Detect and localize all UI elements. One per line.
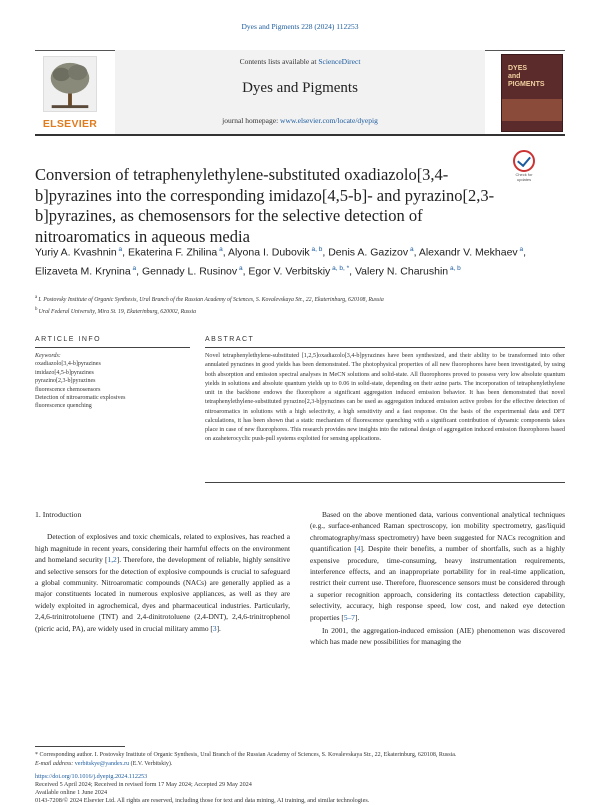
author-name[interactable]: Denis A. Gazizov [328,246,409,259]
cover-title [508,65,558,89]
keyword-item: fluorescence quenching [35,403,92,410]
author-name[interactable]: Alexandr V. Mekhaev [418,246,518,259]
received-dates: Received 5 April 2024; Received in revised form 17 May 2024; Accepted 29 May 2024 [35,781,252,788]
author-affiliation-mark[interactable]: a, b, * [330,265,350,272]
body-paragraph: Detection of explosives and toxic chemicals, related to explosives, has reached a high magnitude in recent years, considering their harmful effects on the environment and homeland security [1,2]. Therefore, the development of reliable, highly sensitive and selective sensors for the detection of explosive compounds is crucial to safeguard a global community. Nitroaromatic compounds (NACs) are generally applied as a major constituents located in numerous explosive appliances, as well as they are widely exploited in agrochemical, dyes and pharmaceutical industries. Particularly, 2,4,6-trinitrotoluene (TNT) and 2,4-dinitrotoluene (2,4-DNT), 2,4,6-trinitrophenol (picric acid, PA), are widely used in crucial military ammo [3]. [35,532,290,633]
body-paragraph: In 2001, the aggregation-induced emission (AIE) phenomenon was discovered which has made new possibilities for managing the [310,626,565,647]
doi-link[interactable]: https://doi.org/10.1016/j.dyepig.2024.112253 [35,773,148,780]
header-bottom-rule [35,134,565,136]
keyword-item: pyrazino[2,3-b]pyrazines [35,378,96,385]
homepage-prefix: journal homepage: [222,116,281,125]
author-name[interactable]: Egor V. Verbitskiy [248,265,331,278]
left-paragraphs [35,531,290,634]
author-affiliation-mark[interactable]: a [116,246,123,253]
check-updates-label: Check for updates [515,172,533,182]
left-column [35,509,290,634]
copyright-line: 0143-7208/© 2024 Elsevier Ltd. All rights are reserved, including those for text and data mining, AI training, and similar technologies. [35,797,370,804]
affiliation-text: I. Postovsky Institute of Organic Synthesis, Ural Branch of the Russian Academy of Sciences, S. Kovalevskaya Str., 22, Ekaterinburg, 620108, Russia [38,296,384,303]
keywords-label: Keywords: [35,353,61,359]
journal-name: Dyes and Pigments [242,80,358,96]
author-affiliation-mark[interactable]: a [408,246,414,253]
citation-link[interactable]: 4 [356,544,361,554]
author-affiliation-mark[interactable]: a [217,246,223,253]
elsevier-tree-icon [43,56,97,112]
cover-band [502,99,562,121]
email-label: E-mail address: [35,760,74,767]
homepage-link[interactable]: www.elsevier.com/locate/dyepig [280,116,378,125]
author-affiliation-mark[interactable]: a, b [448,265,461,272]
author-name[interactable]: Yuriy A. Kvashnin [35,246,117,259]
affiliation-item [35,293,565,305]
author-affiliation-mark[interactable]: a [517,246,524,253]
affiliation-text: Ural Federal University, Mira St. 19, Ekaterinburg, 620002, Russia [38,309,197,316]
affiliation-mark: a [35,295,39,300]
article-metadata [35,773,565,805]
body-paragraph: Based on the above mentioned data, various conventional analytical techniques (e.g., surface-enhanced Raman spectroscopy, ion mobility spectrometry, gas/liquid chromatography/mass spectrometry) have been suggested for NACs recognition and quantification [4]. Despite their benefits, a number of shortfalls, such as a highly expensive procedure, time-consuming, heavy instrumentation requirements, interference effects, and an inappropriate portability for in real-time application, restrict their current use. Therefore, fluorescence sensors must be considered through a superior recognition approach, considering its contactless detection capability, selectivity, accuracy, high response speed, low cost, and naked eye detection properties [5–7]. [310,510,565,622]
elsevier-logo [37,56,103,132]
publisher-name: ELSEVIER [42,118,98,130]
contents-line [115,57,485,66]
header-center-panel [115,50,485,134]
keyword-item: Detection of nitroaromatic explosives [35,395,126,402]
email-line [35,760,565,769]
author-affiliation-mark[interactable]: a, b [309,246,323,253]
cover-title-line-3: PIGMENTS [508,81,545,88]
available-online: Available online 1 June 2024 [35,789,108,796]
footnote [35,751,565,768]
abstract-heading: ABSTRACT [205,336,255,343]
affiliation-mark: b [35,307,39,313]
citation-link[interactable]: 5–7 [343,612,355,622]
citation-link[interactable]: 3 [212,623,217,633]
sciencedirect-link[interactable]: ScienceDirect [318,57,361,66]
article-title: Conversion of tetraphenylethylene-substituted oxadiazolo[3,4-b]pyrazines into the corresponding imidazo[4,5-b]- and pyrazino[2,3-b]pyrazines, as chemosensors for the selective detection of nitroaromatics in aqueous media [35,165,495,246]
author-name[interactable]: Alyona I. Dubovik [227,246,310,259]
cover-title-line-1: DYES [508,65,528,72]
author-list: Yuriy A. Kvashnin $^a$, Ekaterina F. Zhilina $^a$, Alyona I. Dubovik $^{a, b}$, Denis A. Gazizov $^a$, Alexandr V. Mekhaev $^a$, Elizaveta M. Krynina $^a$, Gennady L. Rusinov $^a$, Egor V. Verbitskiy $^{a, b, *}$, Valery N. Charushin $^{a, b}$ [35,246,527,278]
author-affiliation-mark[interactable]: a [130,265,137,272]
abstract-text: Novel tetraphenylethylene-substituted [1,2,5]oxadiazolo[3,4-b]pyrazines have been synthesized, and their ability to be transformed into other annulated pyrazines in good yields has been demonstrated. The photophysical properties of all new fluorophores have been investigated, by using both absorption and emission spectral analyses in MeCN solutions and solid-state. All fluorophores proved to possess very low absolute quantum yields in solutions and absolute quantum yields up to 0.06 in solid-state, depending on their azine parts. The incorporation of tetraphenylethylene unit in the backbone endows the fluorophore a significant aggregation induced emission behavior. It has been demonstrated that novel tetraphenylethylene-substituted pyrazino[2,3-b]pyrazines can be used as aggregation induced emission active probes for the effective detection of nitroaromatics in solutions with a high selectivity, a high sensitivity and a fast response. On the basis of the experimental data and DFT calculations, it has been shown that a static mechanism of fluorescence quenching with a significant contribution of dynamic components takes place in case of new fluorophores. This research provides new insights into the rational design of aggregation induced emission fluorophores based on azaheterocyclic push-pull systems exploited for sensing applications. [205,353,565,443]
contents-prefix: Contents lists available at [239,57,319,66]
keywords-block [35,352,190,411]
check-for-updates-button[interactable] [510,150,538,182]
author-name[interactable]: Elizaveta M. Krynina [35,265,131,278]
email-suffix: (E.V. Verbitskiy). [129,760,173,767]
article-info-heading: ARTICLE INFO [35,336,102,343]
keyword-item: imidazo[4,5-b]pyrazines [35,369,94,376]
keyword-item: fluorescence chemosensors [35,386,101,393]
keyword-item: oxadiazolo[3,4-b]pyrazines [35,361,101,368]
right-paragraphs [310,509,565,648]
introduction-heading: 1. Introduction [35,510,82,519]
footnote-rule [35,746,125,747]
author-name[interactable]: Valery N. Charushin [354,265,449,278]
email-link[interactable]: verbitskye@yandex.ru [74,760,130,767]
journal-cover[interactable] [501,54,563,132]
cover-title-line-2: and [508,73,521,80]
author-name[interactable]: Ekaterina F. Zhilina [127,246,218,259]
check-updates-icon [513,150,535,172]
article-info-rule [35,347,190,348]
corresponding-author-note: * Corresponding author. I. Postovsky Institute of Organic Synthesis, Ural Branch of the Russian Academy of Sciences, S. Kovalevskaya Str., 22, Ekaterinburg, 620108, Russia. [35,752,457,758]
right-column [310,509,565,648]
keywords-list [35,360,190,410]
author-name[interactable]: Gennady L. Rusinov [141,265,238,278]
author-affiliation-mark[interactable]: a [237,265,243,272]
running-head: Dyes and Pigments 228 (2024) 112253 [241,22,359,31]
affiliations [35,293,565,318]
citation-link[interactable]: 1,2 [107,555,117,565]
abstract-rule [205,347,565,348]
abstract-end-rule [205,482,565,483]
journal-header [35,50,565,136]
affiliation-item [35,305,565,317]
homepage-line [115,116,485,125]
